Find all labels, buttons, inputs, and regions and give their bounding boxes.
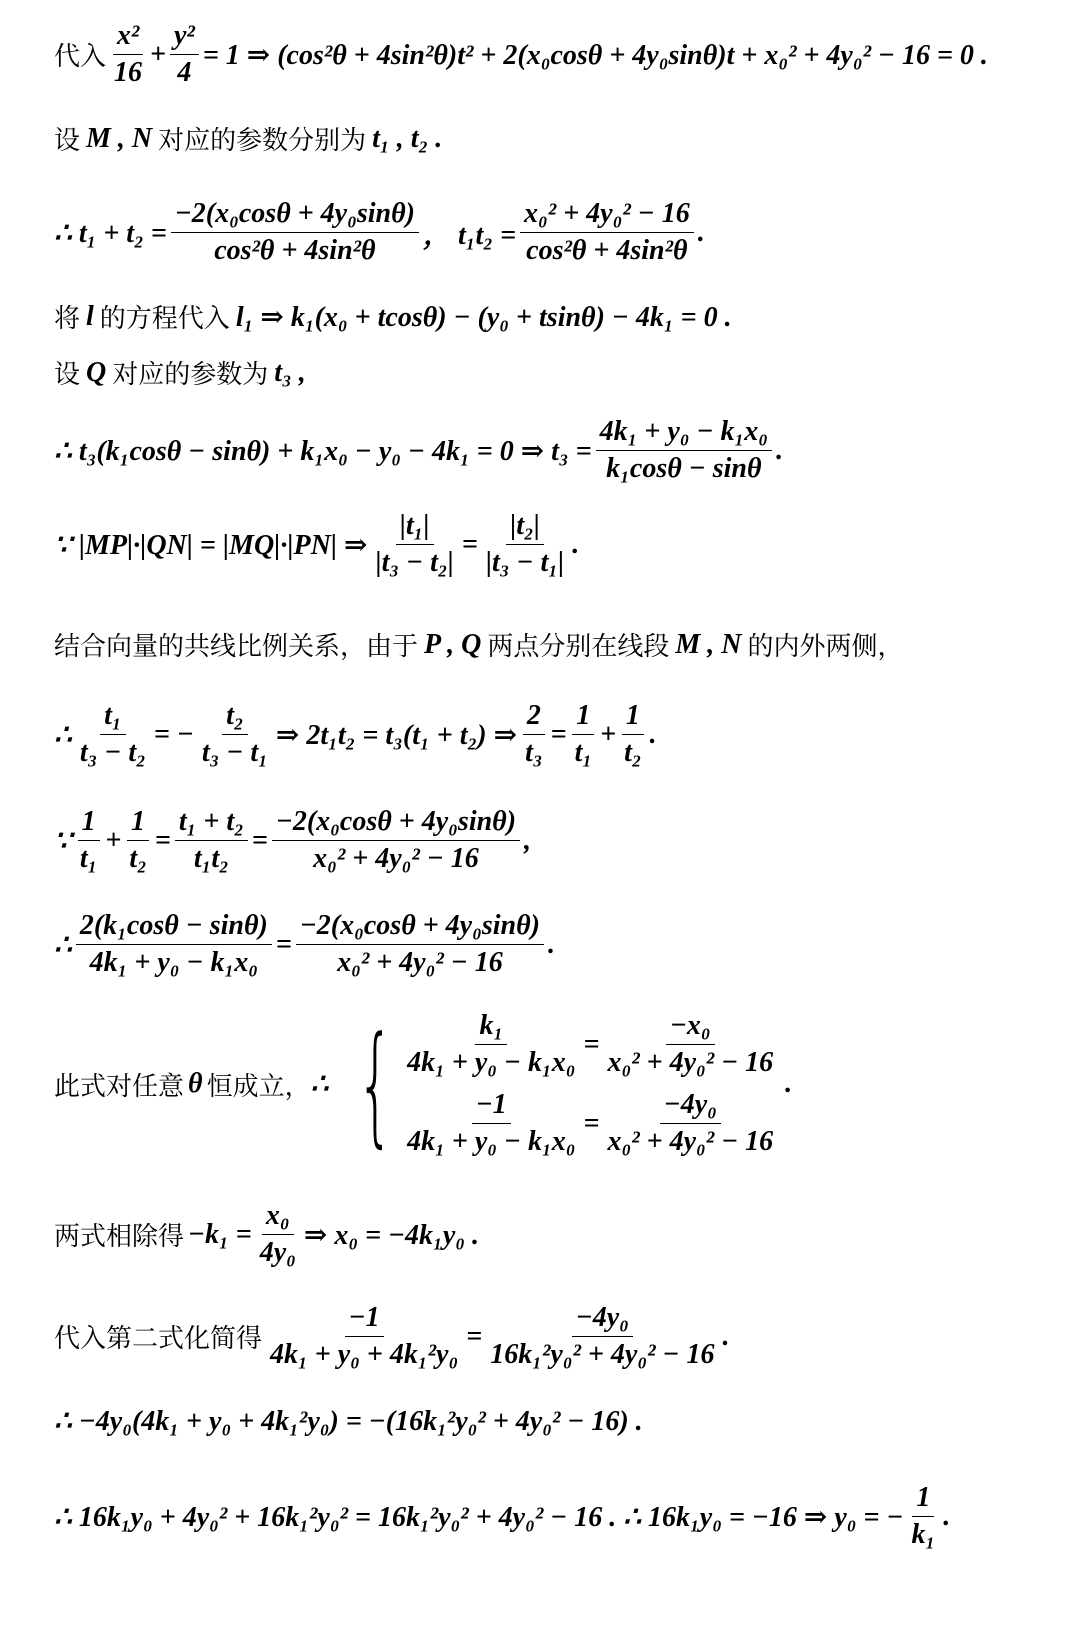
fraction: $\frac{1}{\text{k₁}}$: [911, 1482, 936, 1550]
t3-solution: ∴ t₃(k₁cosθ − sinθ) + k₁x₀ − y₀ − 4k₁ = 0 ⇒ t₃ = $\frac{\text{4k₁ + y₀ − k₁x₀}}{\text{k₁cosθ − sinθ}}$ .: [54, 416, 784, 484]
fraction: $\frac{-1}{\text{4k₁ + y₀ − k₁x₀}}$: [407, 1089, 576, 1157]
fraction: $\frac{\text{t₁ + t₂}}{\text{t₁t₂}}$: [175, 806, 248, 875]
fraction: $\frac{1}{\text{t₂}}$: [620, 700, 646, 769]
collinear-explanation: 结合向量的共线比例关系，由于 P , Q 两点分别在线段 M , N 的内外两侧，: [54, 628, 904, 662]
fraction: $\frac{\text{x₀² + 4y₀² − 16}}{\text{cos²θ + 4sin²θ}}$: [520, 198, 694, 267]
fraction: $\frac{\text{x₀}}{\text{4y₀}}$: [259, 1200, 296, 1268]
fraction: $\frac{\text{−4y₀}}{\text{16k₁²y₀² + 4y₀² − 16}}$: [490, 1302, 715, 1370]
fraction: $\frac{1}{\text{t₁}}$: [571, 700, 597, 769]
fraction: $\frac{\text{x²}}{16}$: [114, 20, 143, 88]
fraction: $\frac{\text{|t₂|}}{\text{|t₃ − t₁|}}$: [485, 510, 565, 578]
line-l-substitution: 将 l 的方程代入 l₁ ⇒ k₁(x₀ + tcosθ) − (y₀ + tsinθ) − 4k₁ = 0 .: [54, 300, 732, 334]
cross-multiplied: ∴ −4y₀(4k₁ + y₀ + 4k₁²y₀) = −(16k₁²y₀² + 4y₀² − 16) .: [54, 1406, 643, 1437]
fraction: $\frac{\text{k₁}}{\text{4k₁ + y₀ − k₁x₀}}$: [407, 1010, 576, 1078]
left-brace-icon: {: [357, 1008, 395, 1160]
fraction: $\frac{\text{−2(x₀cosθ + 4y₀sinθ)}}{\text{cos²θ + 4sin²θ}}$: [171, 198, 419, 267]
fraction: $\frac{\text{4k₁ + y₀ − k₁x₀}}{\text{k₁cosθ − sinθ}}$: [596, 416, 772, 485]
final-result: ∴ 16k₁y₀ + 4y₀² + 16k₁²y₀² = 16k₁²y₀² + 4y₀² − 16 . ∴ 16k₁y₀ = −16 ⇒ y₀ = − $\frac{1}{\text{k₁}}$ .: [54, 1482, 951, 1550]
equate-fractions: ∴ $\frac{\text{2(k₁cosθ − sinθ)}}{\text{4k₁ + y₀ − k₁x₀}}$ = $\frac{\text{−2(x₀cosθ + 4y₀sinθ)}}{\text{x₀² + 4y₀² − 16}}$ .: [54, 910, 555, 978]
fraction: $\frac{\text{y²}}{4}$: [170, 20, 199, 89]
second-equation-simplified: 代入第二式化简得 $\frac{-1}{\text{4k₁ + y₀ + 4k₁²y₀}}$ = $\frac{\text{−4y₀}}{\text{16k₁²y₀² + 4y₀² − 16}}$ .: [54, 1302, 730, 1370]
fraction: $\frac{2}{\text{t₃}}$: [521, 700, 547, 769]
fraction: $\frac{\text{2(k₁cosθ − sinθ)}}{\text{4k₁ + y₀ − k₁x₀}}$: [76, 910, 272, 979]
equation-system: 此式对任意 θ 恒成立， ∴ { $\frac{\text{k₁}}{\text{4k₁ + y₀ − k₁x₀}}$ = $\frac{\text{−x₀}}{\text{x₀² + 4y₀² − 16}}$ $\frac{-1}{\text{4k₁ + y₀ − k₁x₀}}$ = $\frac{\text{−4y₀}}{\text{x₀² + 4y₀² − 16}}$ .: [54, 1008, 793, 1160]
parameter-definition-mn: 设 M , N 对应的参数分别为 t₁ , t₂ .: [54, 122, 443, 156]
fraction: $\frac{\text{−2(x₀cosθ + 4y₀sinθ)}}{\text{x₀² + 4y₀² − 16}}$: [272, 806, 520, 875]
fraction: $\frac{\text{−4y₀}}{\text{x₀² + 4y₀² − 16}}$: [607, 1089, 774, 1157]
text-label: 代入: [54, 42, 107, 72]
system-row-1: $\frac{\text{k₁}}{\text{4k₁ + y₀ − k₁x₀}}$ = $\frac{\text{−x₀}}{\text{x₀² + 4y₀² − 16}}$: [399, 1010, 781, 1079]
reciprocal-sum: ∵ $\frac{1}{\text{t₁}}$ + $\frac{1}{\text{t₂}}$ = $\frac{\text{t₁ + t₂}}{\text{t₁t₂}}$ = $\frac{\text{−2(x₀cosθ + 4y₀sinθ)}}{\text{x₀² + 4y₀² − 16}}$ ,: [54, 806, 532, 874]
fraction: $\frac{\text{−x₀}}{\text{x₀² + 4y₀² − 16}}$: [607, 1010, 774, 1078]
fraction: $\frac{1}{\text{t₂}}$: [125, 806, 151, 875]
system-row-2: $\frac{-1}{\text{4k₁ + y₀ − k₁x₀}}$ = $\frac{\text{−4y₀}}{\text{x₀² + 4y₀² − 16}}$: [399, 1089, 781, 1158]
parameter-definition-q: 设 Q 对应的参数为 t₃ ,: [54, 356, 306, 390]
vieta-formulas: ∴ t₁ + t₂ = $\frac{\text{−2(x₀cosθ + 4y₀sinθ)}}{\text{cos²θ + 4sin²θ}}$ ， t₁t₂ = $\frac{\text{x₀² + 4y₀² − 16}}{\text{cos²θ + 4sin²θ}}$ .: [54, 198, 705, 266]
fraction: $\frac{1}{\text{t₁}}$: [76, 806, 102, 875]
fraction: $\frac{\text{t₁}}{\text{t₃ − t₂}}$: [79, 700, 146, 768]
equation-text: = 1 ⇒ (cos²θ + 4sin²θ)t² + 2(x₀cosθ + 4y₀sinθ)t + x₀² + 4y₀² − 16 = 0 .: [202, 39, 988, 71]
harmonic-relation: ∴ $\frac{\text{t₁}}{\text{t₃ − t₂}}$ = − $\frac{\text{t₂}}{\text{t₃ − t₁}}$ ⇒ 2t₁t₂ = t₃(t₁ + t₂) ⇒ $\frac{2}{\text{t₃}}$ = $\frac{1}{\text{t₁}}$ + $\frac{1}{\text{t₂}}$ .: [54, 700, 657, 768]
fraction: $\frac{-1}{\text{4k₁ + y₀ + 4k₁²y₀}}$: [270, 1302, 459, 1370]
division-result: 两式相除得 −k₁ = $\frac{\text{x₀}}{\text{4y₀}}$ ⇒ x₀ = −4k₁y₀ .: [54, 1200, 480, 1268]
fraction: $\frac{\text{−2(x₀cosθ + 4y₀sinθ)}}{\text{x₀² + 4y₀² − 16}}$: [296, 910, 544, 979]
system-rows: [399, 1010, 781, 1158]
equation-substitution-ellipse: 代入 $\frac{\text{x²}}{16}$ + $\frac{\text{y²}}{4}$ = 1 ⇒ (cos²θ + 4sin²θ)t² + 2(x₀cosθ + 4y₀sinθ)t + x₀² + 4y₀² − 16 = 0 .: [54, 20, 988, 88]
fraction: $\frac{\text{t₂}}{\text{t₃ − t₁}}$: [201, 700, 268, 768]
ratio-condition: ∵ |MP|·|QN| = |MQ|·|PN| ⇒ $\frac{\text{|t₁|}}{\text{|t₃ − t₂|}}$ = $\frac{\text{|t₂|}}{\text{|t₃ − t₁|}}$ .: [54, 510, 580, 578]
fraction: $\frac{\text{|t₁|}}{\text{|t₃ − t₂|}}$: [375, 510, 454, 578]
system-brace-group: [334, 1010, 781, 1158]
